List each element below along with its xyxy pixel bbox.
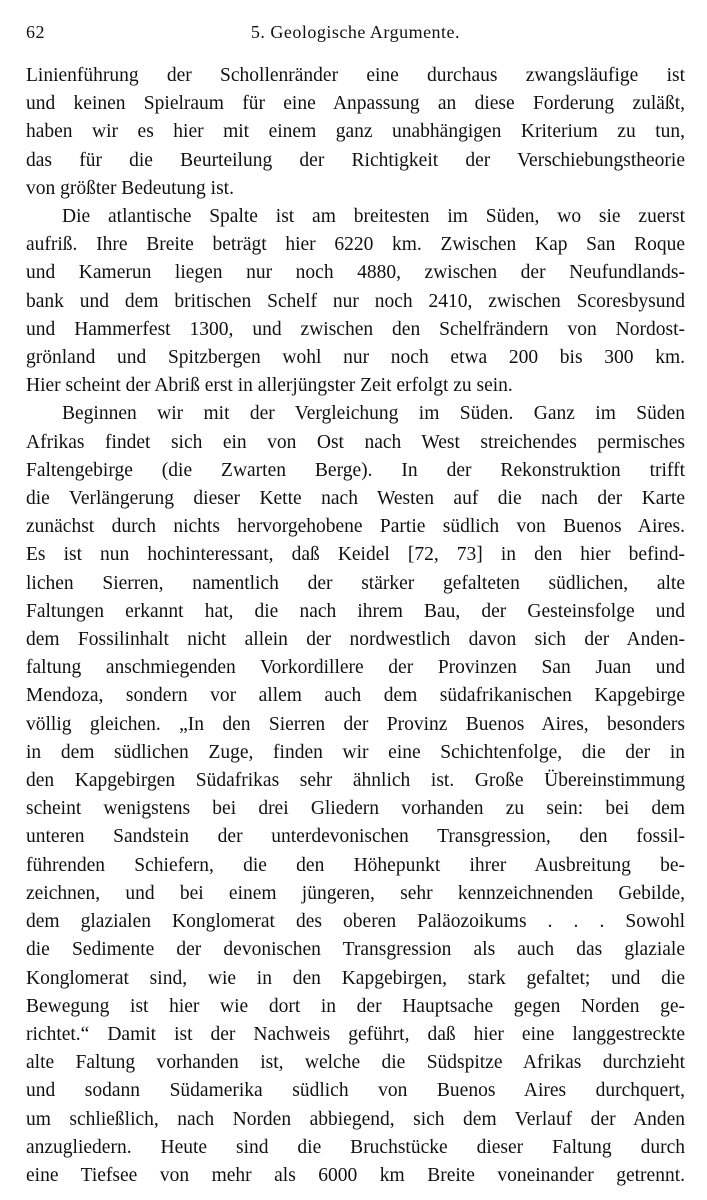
text-line: die Sedimente der devonischen Transgression als auch das glaziale (26, 939, 685, 961)
text-line: um schließlich, nach Norden abbiegend, sich dem Verlauf der Anden (26, 1108, 685, 1130)
text-line: richtet.“ Damit ist der Nachweis geführt, daß hier eine langgestreckte (26, 1023, 685, 1045)
text-line: Faltungen erkannt hat, die nach ihrem Bau, der Gesteinsfolge und (26, 600, 685, 622)
text-line: den Kapgebirgen Südafrikas sehr ähnlich ist. Große Übereinstimmung (26, 770, 685, 792)
text-line: Bewegung ist hier wie dort in der Hauptsache gegen Norden ge- (26, 995, 685, 1017)
text-line: zeichnen, und bei einem jüngeren, sehr kennzeichnenden Gebilde, (26, 882, 685, 904)
text-line: und Kamerun liegen nur noch 4880, zwischen der Neufundlands- (26, 262, 685, 284)
text-line: aufriß. Ihre Breite beträgt hier 6220 km. Zwischen Kap San Roque (26, 234, 685, 256)
text-line: und Hammerfest 1300, und zwischen den Schelfrändern von Nordost- (26, 318, 685, 340)
text-line: scheint wenigstens bei drei Gliedern vorhanden zu sein: bei dem (26, 798, 685, 820)
paragraph-2 (26, 203, 685, 400)
text-line: Mendoza, sondern vor allem auch dem südafrikanischen Kapgebirge (26, 685, 685, 707)
text-line: lichen Sierren, namentlich der stärker gefalteten südlichen, alte (26, 572, 685, 594)
text-line: unteren Sandstein der unterdevonischen Transgression, den fossil- (26, 826, 685, 848)
text-line: und keinen Spielraum für eine Anpassung an diese Forderung zuläßt, (26, 93, 685, 115)
text-line: eine Tiefsee von mehr als 6000 km Breite voneinander getrennt. (26, 1164, 685, 1186)
text-line: dem glazialen Konglomerat des oberen Paläozoikums . . . Sowohl (26, 911, 685, 933)
text-line: Afrikas findet sich ein von Ost nach West streichendes permisches (26, 431, 685, 453)
running-title: 5. Geologische Argumente. (250, 22, 461, 42)
text-line: grönland und Spitzbergen wohl nur noch etwa 200 bis 300 km. (26, 347, 685, 369)
text-line: in dem südlichen Zuge, finden wir eine Schichtenfolge, die der in (26, 741, 685, 763)
paragraph-3 (26, 400, 685, 1190)
text-line: Hier scheint der Abriß erst in allerjüngster Zeit erfolgt zu sein. (26, 375, 513, 397)
text-line: Die atlantische Spalte ist am breitesten im Süden, wo sie zuerst (62, 206, 685, 228)
body-text (26, 62, 685, 1190)
text-line: das für die Beurteilung der Richtigkeit der Verschiebungstheorie (26, 149, 685, 171)
text-line: und sodann Südamerika südlich von Buenos Aires durchquert, (26, 1080, 685, 1102)
text-line: Linienführung der Schollenränder eine durchaus zwangsläufige ist (26, 65, 685, 86)
text-line: Konglomerat sind, wie in den Kapgebirgen, stark gefaltet; und die (26, 967, 685, 989)
text-line: zunächst durch nichts hervorgehobene Partie südlich von Buenos Aires. (26, 516, 685, 538)
text-line: führenden Schiefern, die den Höhepunkt ihrer Ausbreitung be- (26, 854, 685, 876)
text-line: von größter Bedeutung ist. (26, 177, 234, 199)
text-line: faltung anschmiegenden Vorkordillere der Provinzen San Juan und (26, 657, 685, 679)
text-line: dem Fossilinhalt nicht allein der nordwestlich davon sich der Anden- (26, 629, 685, 651)
text-line: haben wir es hier mit einem ganz unabhängigen Kriterium zu tun, (26, 121, 685, 143)
text-line: Faltengebirge (die Zwarten Berge). In der Rekonstruktion trifft (26, 459, 685, 481)
text-line: anzugliedern. Heute sind die Bruchstücke dieser Faltung durch (26, 1136, 685, 1158)
page-number: 62 (26, 22, 45, 42)
text-line: alte Faltung vorhanden ist, welche die Südspitze Afrikas durchzieht (26, 1052, 685, 1074)
text-line: völlig gleichen. „In den Sierren der Provinz Buenos Aires, besonders (26, 713, 685, 735)
text-line: Beginnen wir mit der Vergleichung im Süden. Ganz im Süden (62, 403, 685, 425)
page-header (26, 0, 685, 62)
text-line: Es ist nun hochinteressant, daß Keidel [72, 73] in den hier befind- (26, 544, 685, 566)
paragraph-1 (26, 62, 685, 203)
text-line: die Verlängerung dieser Kette nach Westen auf die nach der Karte (26, 488, 685, 510)
text-line: bank und dem britischen Schelf nur noch 2410, zwischen Scoresbysund (26, 290, 685, 312)
